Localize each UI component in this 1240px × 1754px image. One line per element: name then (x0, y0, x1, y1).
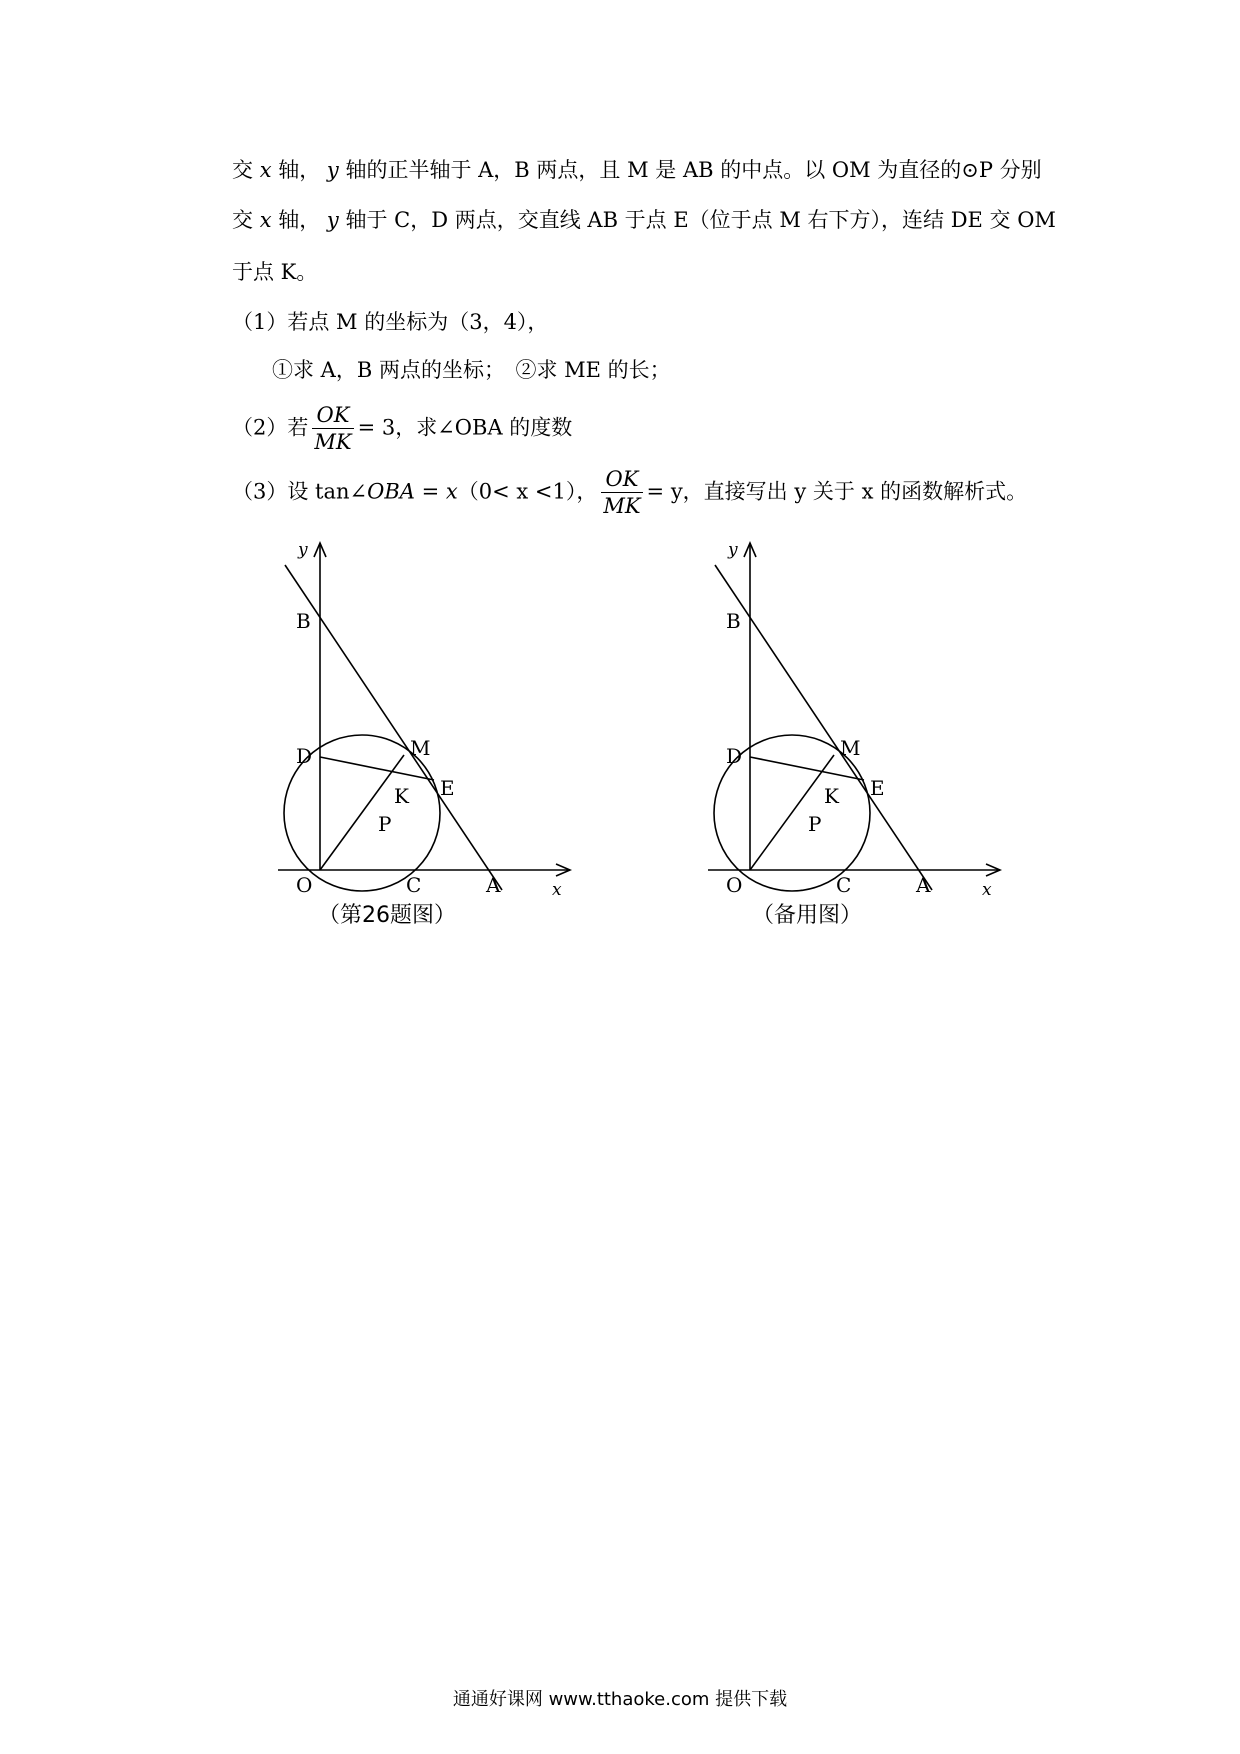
label-e: E (870, 776, 885, 800)
problem-line-3: 于点 K。 (232, 260, 318, 284)
problem-line-2: 交 x 轴， y 轴于 C，D 两点，交直线 AB 于点 E（位于点 M 右下方），连结 DE 交 OM (232, 208, 1056, 232)
label-o: O (296, 873, 313, 895)
label-d: D (726, 744, 743, 768)
segment-de (750, 757, 864, 780)
question-1-subparts: ①求 A，B 两点的坐标； ②求 ME 的长； (272, 358, 671, 382)
geometry-diagram (270, 535, 590, 895)
problem-line-1: 交 x 轴， y 轴的正半轴于 A，B 两点，且 M 是 AB 的中点。以 OM 为直径的⊙P 分别 (232, 158, 1042, 182)
label-c: C (836, 873, 852, 895)
label-k: K (394, 784, 409, 808)
label-a: A (486, 873, 501, 895)
fraction-ok-mk: $\frac{OK}{MK}$ (314, 403, 352, 455)
label-b: B (296, 609, 311, 633)
label-o: O (726, 873, 743, 895)
label-e: E (440, 776, 455, 800)
figure-caption-spare: （备用图） (752, 903, 863, 928)
label-d: D (296, 744, 313, 768)
label-x: x (982, 880, 992, 895)
question-2: （2）若 $\frac{OK}{MK}$ = 3，求∠OBA 的度数 (232, 403, 573, 455)
label-m: M (840, 736, 861, 760)
figure-spare (700, 535, 1020, 955)
fraction-ok-mk: $\frac{OK}{MK}$ (603, 467, 641, 519)
segment-de (320, 757, 434, 780)
geometry-diagram (700, 535, 1020, 895)
line-ab (715, 565, 932, 890)
label-y: y (298, 540, 308, 560)
label-p: P (378, 812, 392, 836)
label-b: B (726, 609, 741, 633)
label-y: y (728, 540, 738, 560)
label-x: x (552, 880, 562, 895)
label-m: M (410, 736, 431, 760)
figure-main (270, 535, 590, 955)
page-footer: 通通好课网 www.tthaoke.com 提供下载 (452, 1689, 788, 1710)
question-3: （3）设 tan∠OBA = x（0< x <1）， $\frac{OK}{MK}$ = y，直接写出 y 关于 x 的函数解析式。 (232, 467, 1028, 519)
label-k: K (824, 784, 839, 808)
label-p: P (808, 812, 822, 836)
line-ab (285, 565, 502, 890)
question-1: （1）若点 M 的坐标为（3，4）， (232, 310, 549, 334)
figure-caption-main: （第26题图） (318, 903, 456, 928)
label-c: C (406, 873, 422, 895)
label-a: A (916, 873, 931, 895)
